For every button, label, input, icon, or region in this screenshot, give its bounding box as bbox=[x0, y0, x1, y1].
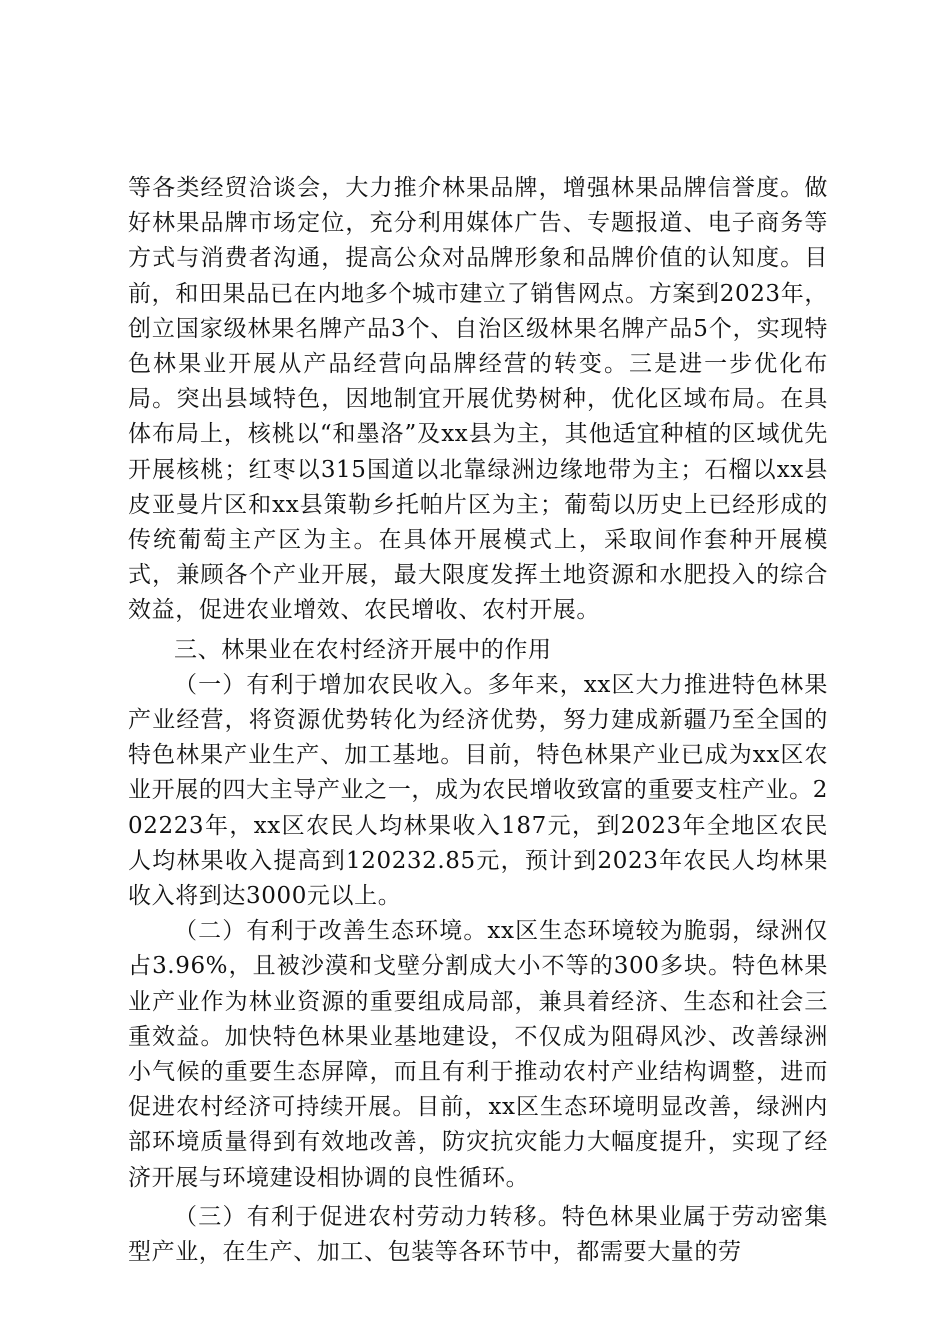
paragraph-farmer-income: （一）有利于增加农民收入。多年来，xx区大力推进特色林果产业经营，将资源优势转化为经济优势，努力建成新疆乃至全国的特色林果产业生产、加工基地。目前，特色林果产业已成为xx区农业开展的四大主导产业之一，成为农民增收致富的重要支柱产业。202223年，xx区农民人均林果收入187元，到2023年全地区农民人均林果收入提高到120232.85元，预计到2023年农民人均林果收入将到达3000元以上。 bbox=[128, 671, 828, 910]
paragraph-brand-and-layout: 等各类经贸洽谈会，大力推介林果品牌，增强林果品牌信誉度。做好林果品牌市场定位，充分利用媒体广告、专题报道、电子商务等方式与消费者沟通，提高公众对品牌形象和品牌价值的认知度。目前，和田果品已在内地多个城市建立了销售网点。方案到2023年，创立国家级林果名牌产品3个、自治区级林果名牌产品5个，实现特色林果业开展从产品经营向品牌经营的转变。三是进一步优化布局。突出县域特色，因地制宜开展优势树种，优化区域布局。在具体布局上，核桃以“和墨洛”及xx县为主，其他适宜种植的区域优先开展核桃；红枣以315国道以北靠绿洲边缘地带为主；石榴以xx县皮亚曼片区和xx县策勒乡托帕片区为主；葡萄以历史上已经形成的传统葡萄主产区为主。在具体开展模式上，采取间作套种开展模式，兼顾各个产业开展，最大限度发挥土地资源和水肥投入的综合效益，促进农业增效、农民增收、农村开展。 bbox=[128, 175, 828, 624]
section-heading-3: 三、林果业在农村经济开展中的作用 bbox=[174, 636, 552, 663]
document-body bbox=[128, 171, 828, 1270]
paragraph-ecological-environment: （二）有利于改善生态环境。xx区生态环境较为脆弱，绿洲仅占3.96%，且被沙漠和戈壁分割成大小不等的300多块。特色林果业产业作为林业资源的重要组成局部，兼具着经济、生态和社会三重效益。加快特色林果业基地建设，不仅成为阻碍风沙、改善绿洲小气候的重要生态屏障，而且有利于推动农村产业结构调整，进而促进农村经济可持续开展。目前，xx区生态环境明显改善，绿洲内部环境质量得到有效地改善，防灾抗灾能力大幅度提升，实现了经济开展与环境建设相协调的良性循环。 bbox=[128, 918, 828, 1191]
paragraph-labor-transfer: （三）有利于促进农村劳动力转移。特色林果业属于劳动密集型产业，在生产、加工、包装等各环节中，都需要大量的劳 bbox=[128, 1203, 828, 1266]
